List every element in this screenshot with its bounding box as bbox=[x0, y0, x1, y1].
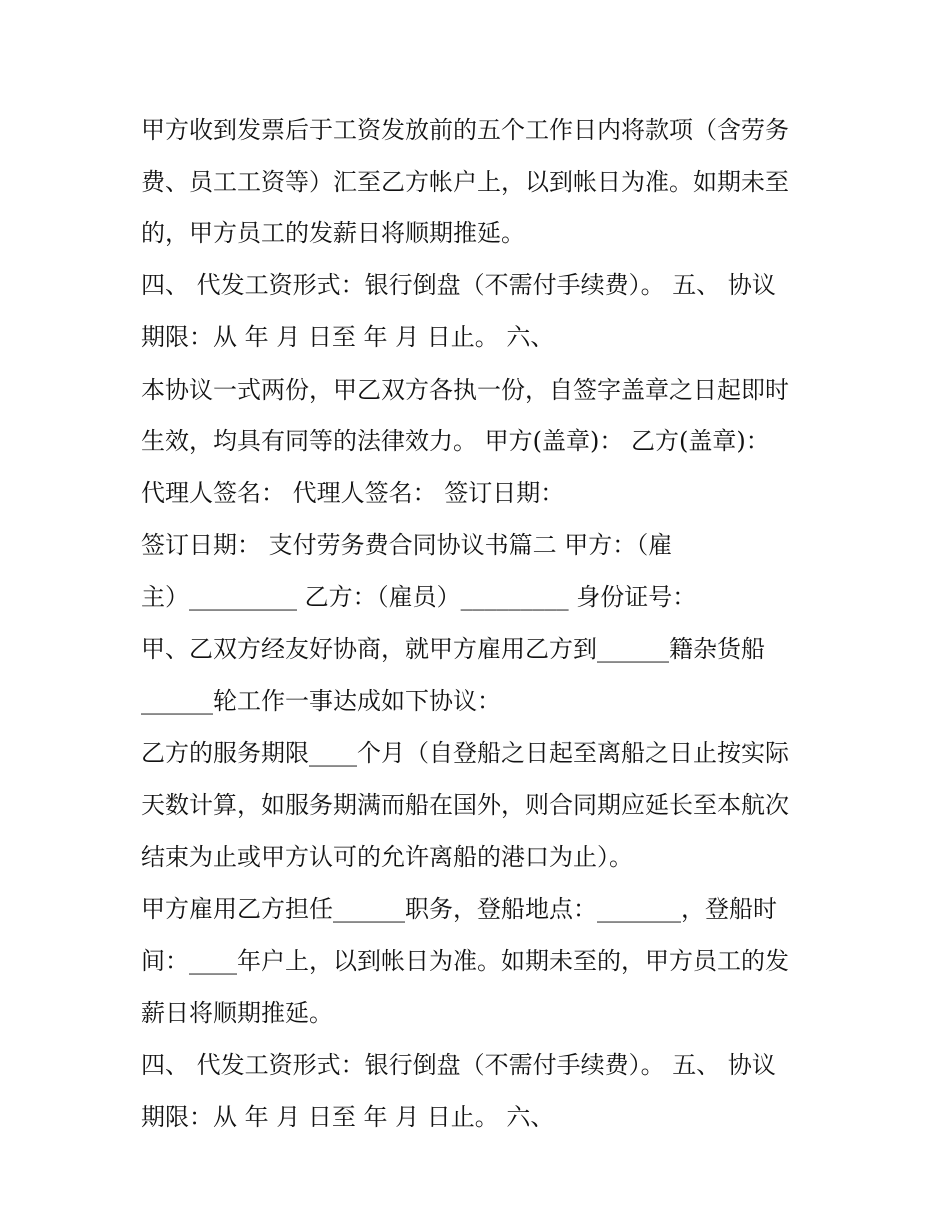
text-line: 期限：从 年 月 日至 年 月 日止。 六、 bbox=[141, 1103, 555, 1131]
text-line: 本协议一式两份，甲乙双方各执一份，自签字盖章之日起即时 bbox=[141, 376, 789, 404]
text-line: 签订日期： 支付劳务费合同协议书篇二 甲方：（雇 bbox=[141, 531, 673, 559]
text-line: 费、员工工资等）汇至乙方帐户上，以到帐日为准。如期未至 bbox=[141, 168, 789, 196]
text-line: 四、 代发工资形式：银行倒盘（不需付手续费）。 五、 协议 bbox=[141, 1051, 776, 1079]
text-line: 间：____年户上，以到帐日为准。如期未至的，甲方员工的发 bbox=[141, 947, 789, 975]
text-line: 天数计算，如服务期满而船在国外，则合同期应延长至本航次 bbox=[141, 791, 789, 819]
text-line: 的，甲方员工的发薪日将顺期推延。 bbox=[141, 219, 525, 247]
text-line: 主）_________ 乙方：（雇员）_________ 身份证号： bbox=[141, 583, 697, 611]
text-line: ______轮工作一事达成如下协议： bbox=[141, 687, 501, 715]
text-line: 甲方收到发票后于工资发放前的五个工作日内将款项（含劳务 bbox=[141, 116, 789, 144]
text-line: 期限：从 年 月 日至 年 月 日止。 六、 bbox=[141, 323, 555, 351]
text-line: 乙方的服务期限____个月（自登船之日起至离船之日止按实际 bbox=[141, 739, 789, 767]
text-line: 代理人签名： 代理人签名： 签订日期： bbox=[141, 479, 565, 507]
text-line: 甲、乙双方经友好协商，就甲方雇用乙方到______籍杂货船 bbox=[141, 635, 765, 663]
text-line: 结束为止或甲方认可的允许离船的港口为止）。 bbox=[141, 843, 633, 871]
text-line: 甲方雇用乙方担任______职务，登船地点：_______，登船时 bbox=[141, 895, 777, 923]
text-line: 生效，均具有同等的法律效力。 甲方(盖章)： 乙方(盖章)： bbox=[141, 427, 770, 455]
text-line: 薪日将顺期推延。 bbox=[141, 999, 333, 1027]
text-line: 四、 代发工资形式：银行倒盘（不需付手续费）。 五、 协议 bbox=[141, 271, 776, 299]
